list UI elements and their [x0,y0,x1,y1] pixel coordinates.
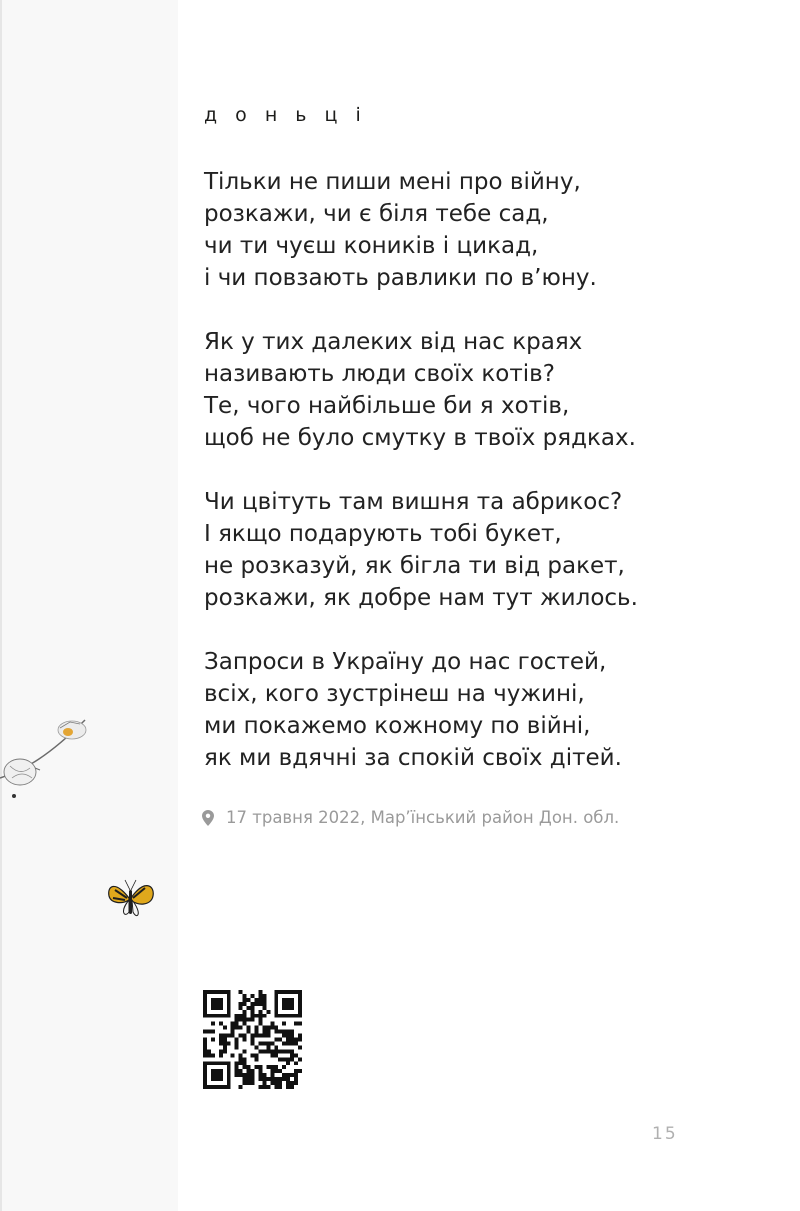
location-text: 17 травня 2022, Мар’їнський район Дон. обл. [226,808,620,827]
poem-line: Запроси в Україну до нас гостей, [204,649,607,675]
poem-line: ми покажемо кожному по війні, [204,713,591,739]
poem-body [204,166,764,806]
poem-stanza [204,486,764,614]
page-edge [0,0,2,1211]
qr-code[interactable] [203,990,302,1089]
map-pin-icon [202,810,214,826]
poem-line: чи ти чуєш коників і цикад, [204,233,539,259]
poem-line: не розказуй, як бігла ти від ракет, [204,553,625,579]
poem-line: Те, чого найбільше би я хотів, [204,393,570,419]
page-gutter [0,0,178,1211]
poem-line: щоб не було смутку в твоїх рядках. [204,425,636,451]
poem-line: називають люди своїх котів? [204,361,555,387]
poem-line: як ми вдячні за спокій своїх дітей. [204,745,622,771]
poem-stanza [204,326,764,454]
butterfly-illustration [105,872,157,922]
poem-dedication: д о н ь ц і [204,104,367,126]
flower-branch-illustration [0,710,100,805]
poem-line: Тільки не пиши мені про війну, [204,169,581,195]
poem-line: Чи цвітуть там вишня та абрикос? [204,489,623,515]
poem-line: всіх, кого зустрінеш на чужині, [204,681,585,707]
poem-line: розкажи, як добре нам тут жилось. [204,585,638,611]
poem-stanza [204,646,764,774]
poem-location [202,808,619,827]
poem-stanza [204,166,764,294]
page-number: 15 [652,1124,678,1144]
poem-line: І якщо подарують тобі букет, [204,521,562,547]
poem-line: розкажи, чи є біля тебе сад, [204,201,549,227]
poem-line: і чи повзають равлики по в’юну. [204,265,597,291]
poem-line: Як у тих далеких від нас краях [204,329,583,355]
